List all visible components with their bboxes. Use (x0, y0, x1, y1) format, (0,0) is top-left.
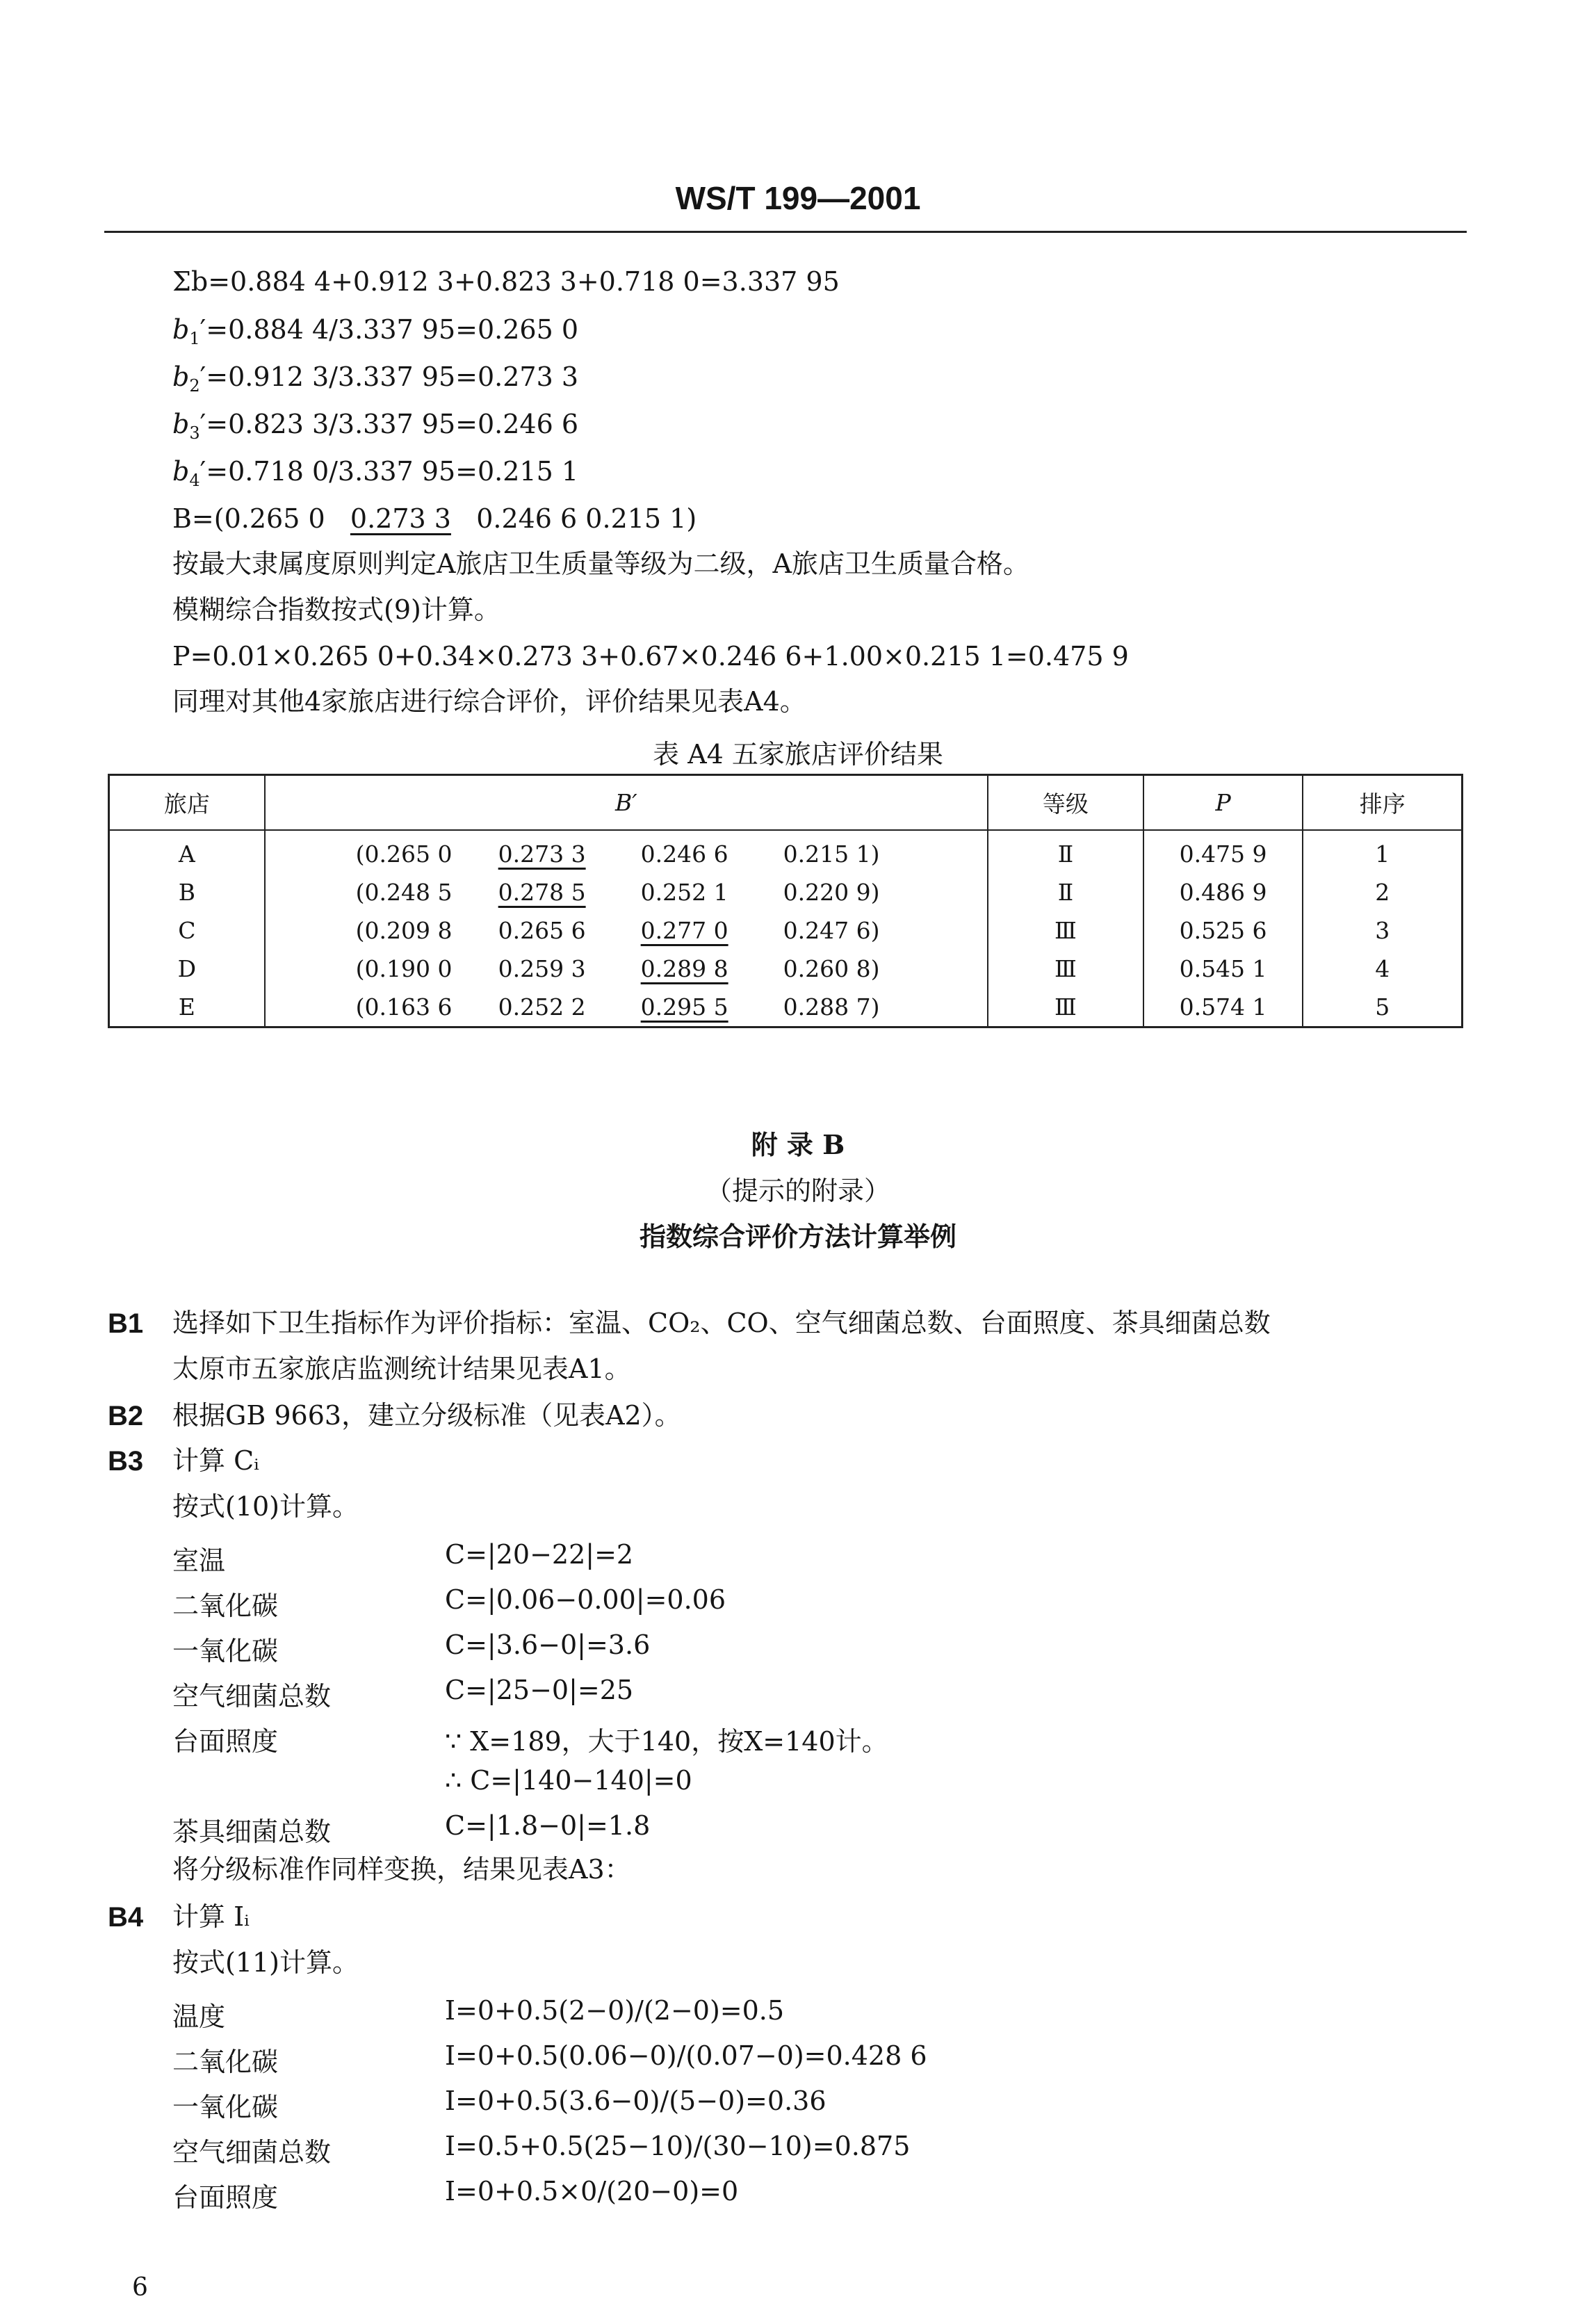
b-value: 0.277 0 (640, 917, 728, 944)
indicator-label: 室温 (172, 1545, 226, 1576)
b-value: (0.209 8 (355, 917, 453, 944)
rank-cell: 2 (1303, 873, 1462, 911)
hotel-cell: E (109, 988, 265, 1027)
calc-line: $b_1'=0.884$ 4/3.337 95=0.265 0 (172, 314, 579, 348)
p-cell: 0.486 9 (1143, 873, 1303, 911)
indicator-label: 空气细菌总数 (172, 1681, 332, 1712)
rank-cell: 4 (1303, 950, 1462, 988)
indicator-label: 二氧化碳 (172, 2047, 279, 2077)
table-caption: 表 A4 五家旅店评价结果 (653, 739, 943, 770)
header-rule (104, 231, 1467, 233)
b-value: 0.252 1 (640, 879, 728, 906)
rank-cell: 3 (1303, 911, 1462, 950)
hotel-cell: A (109, 830, 265, 873)
section-text: 按式(11)计算。 (172, 1947, 359, 1978)
b-vector-cell (265, 988, 988, 1027)
table-header: P (1143, 775, 1303, 831)
calc-line: $b_3'=0.823$ 3/3.337 95=0.246 6 (172, 409, 579, 443)
table-row (109, 911, 1463, 950)
appendix-title: 附 录 B (751, 1129, 845, 1160)
rank-cell: 5 (1303, 988, 1462, 1027)
b-value: 0.252 2 (498, 993, 586, 1021)
p-cell: 0.574 1 (1143, 988, 1303, 1027)
p-cell: 0.525 6 (1143, 911, 1303, 950)
b-value: (0.190 0 (355, 955, 453, 982)
indicator-formula: C=|1.8−0|=1.8 (445, 1810, 651, 1841)
rank-cell: 1 (1303, 830, 1462, 873)
calc-line: $b_2'=0.912$ 3/3.337 95=0.273 3 (172, 361, 579, 396)
indicator-formula: C=|20−22|=2 (445, 1539, 634, 1570)
table-row (109, 988, 1463, 1027)
table-header: 等级 (988, 775, 1143, 831)
b-vector-line: B=(0.265 0 0.273 3 0.246 6 0.215 1) (172, 503, 697, 534)
section-text: 选择如下卫生指标作为评价指标：室温、CO₂、CO、空气细菌总数、台面照度、茶具细菌总数 (172, 1308, 1271, 1338)
b-vector-cell (265, 830, 988, 873)
calc-line: Σb=0.884 4+0.912 3+0.823 3+0.718 0=3.337 95 (172, 266, 840, 297)
section-title: 计算 Cᵢ (172, 1445, 259, 1476)
section-text: 将分级标准作同样变换，结果见表A3： (172, 1854, 631, 1885)
grade-cell: Ⅲ (988, 911, 1143, 950)
table-row (109, 950, 1463, 988)
b-vector-cell (265, 873, 988, 911)
section-text: 按式(10)计算。 (172, 1491, 359, 1522)
b-value: 0.289 8 (640, 955, 728, 982)
page-number: 6 (132, 2273, 148, 2302)
table-row (109, 873, 1463, 911)
appendix-subtitle: （提示的附录） (705, 1176, 890, 1206)
indicator-formula: ∴ C=|140−140|=0 (445, 1765, 692, 1796)
indicator-label: 台面照度 (172, 2182, 279, 2213)
section-text: 太原市五家旅店监测统计结果见表A1。 (172, 1354, 631, 1384)
indicator-label: 温度 (172, 2001, 226, 2032)
indicator-formula: C=|3.6−0|=3.6 (445, 1630, 651, 1660)
results-table (108, 774, 1463, 1028)
calc-line: $b_4'=0.718$ 0/3.337 95=0.215 1 (172, 456, 579, 490)
section-title: 计算 Iᵢ (172, 1901, 250, 1932)
indicator-formula: C=|25−0|=25 (445, 1675, 634, 1705)
b-value: 0.247 6) (783, 917, 880, 944)
indicator-label: 一氧化碳 (172, 2092, 279, 2122)
indicator-label: 台面照度 (172, 1726, 279, 1757)
section-number: B3 (108, 1446, 144, 1477)
b-value: 0.220 9) (783, 879, 880, 906)
indicator-formula: ∵ X=189，大于140，按X=140计。 (445, 1726, 888, 1757)
indicator-formula: I=0+0.5(0.06−0)/(0.07−0)=0.428 6 (445, 2040, 927, 2071)
hotel-cell: C (109, 911, 265, 950)
indicator-label: 空气细菌总数 (172, 2137, 332, 2168)
b-value: (0.163 6 (355, 993, 453, 1021)
table-header: 排序 (1303, 775, 1462, 831)
indicator-formula: C=|0.06−0.00|=0.06 (445, 1584, 726, 1615)
section-text: 根据GB 9663，建立分级标准（见表A2）。 (172, 1400, 681, 1431)
section-number: B4 (108, 1902, 144, 1933)
b-vector-cell (265, 911, 988, 950)
indicator-formula: I=0+0.5(3.6−0)/(5−0)=0.36 (445, 2086, 826, 2116)
b-value: 0.288 7) (783, 993, 880, 1021)
b-value: 0.259 3 (498, 955, 586, 982)
appendix-heading: 指数综合评价方法计算举例 (639, 1221, 956, 1252)
text-line: 按最大隶属度原则判定A旅店卫生质量等级为二级，A旅店卫生质量合格。 (172, 549, 1029, 579)
grade-cell: Ⅲ (988, 950, 1143, 988)
text-line: P=0.01×0.265 0+0.34×0.273 3+0.67×0.246 6+1.00×0.215 1=0.475 9 (172, 641, 1129, 672)
table-row (109, 830, 1463, 873)
grade-cell: Ⅱ (988, 830, 1143, 873)
b-value: 0.273 3 (498, 840, 586, 868)
b-value: 0.278 5 (498, 879, 586, 906)
table-header: B′ (265, 775, 988, 831)
text-line: 模糊综合指数按式(9)计算。 (172, 594, 500, 625)
b-value: (0.248 5 (355, 879, 453, 906)
b-value: 0.260 8) (783, 955, 880, 982)
text-line: 同理对其他4家旅店进行综合评价，评价结果见表A4。 (172, 686, 806, 717)
p-cell: 0.545 1 (1143, 950, 1303, 988)
indicator-label: 一氧化碳 (172, 1636, 279, 1666)
section-number: B1 (108, 1308, 144, 1339)
b-value: 0.215 1) (783, 840, 880, 868)
grade-cell: Ⅱ (988, 873, 1143, 911)
p-cell: 0.475 9 (1143, 830, 1303, 873)
indicator-formula: I=0+0.5×0/(20−0)=0 (445, 2176, 739, 2207)
hotel-cell: D (109, 950, 265, 988)
indicator-formula: I=0.5+0.5(25−10)/(30−10)=0.875 (445, 2131, 911, 2161)
b-value: 0.265 6 (498, 917, 586, 944)
b-value: (0.265 0 (355, 840, 453, 868)
page-header: WS/T 199—2001 (675, 180, 921, 216)
hotel-cell: B (109, 873, 265, 911)
b-value: 0.246 6 (640, 840, 728, 868)
indicator-formula: I=0+0.5(2−0)/(2−0)=0.5 (445, 1995, 785, 2026)
table-header: 旅店 (109, 775, 265, 831)
b-value: 0.295 5 (640, 993, 728, 1021)
indicator-label: 二氧化碳 (172, 1591, 279, 1621)
grade-cell: Ⅲ (988, 988, 1143, 1027)
b-vector-cell (265, 950, 988, 988)
section-number: B2 (108, 1401, 144, 1431)
indicator-label: 茶具细菌总数 (172, 1817, 332, 1847)
